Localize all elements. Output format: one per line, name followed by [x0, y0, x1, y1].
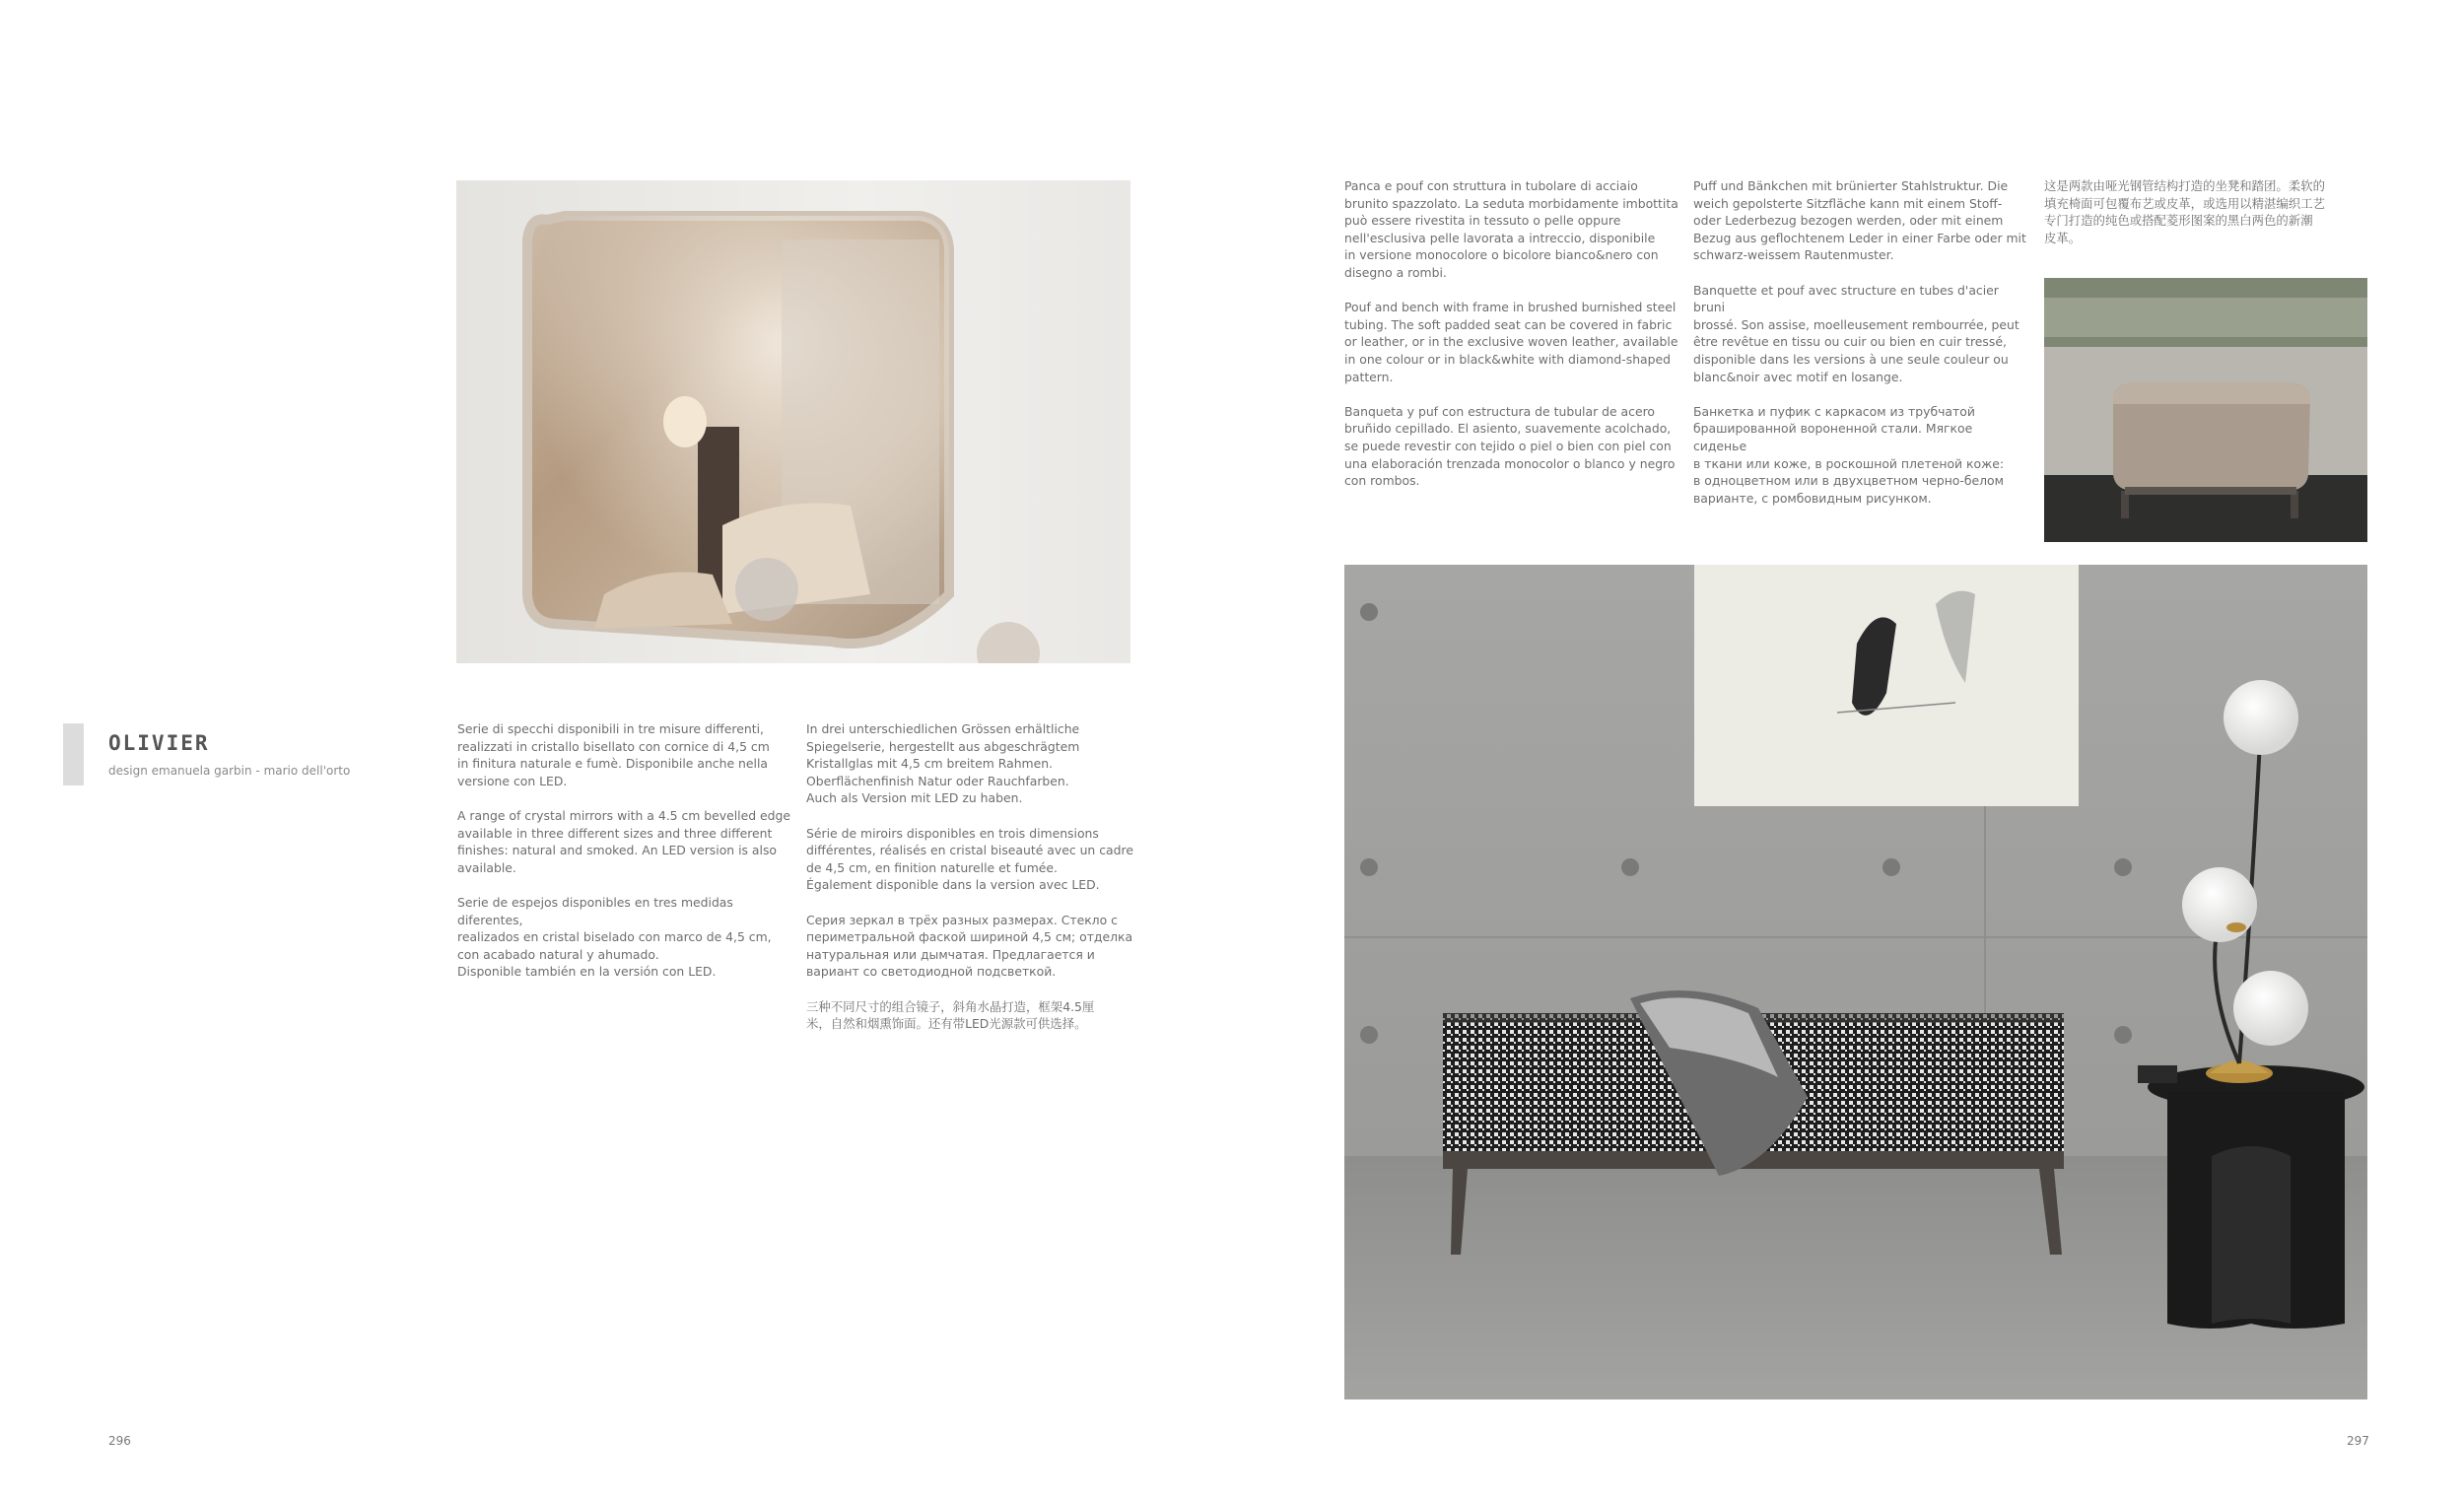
bench-scene-photo	[1344, 565, 2367, 1399]
mirror-text-de: In drei unterschiedlichen Grössen erhältliche Spiegelserie, hergestellt aus abgeschrägtem Kristallglas mit 4,5 cm breitem Rahmen. Oberflächenfinish Natur oder Rauchfarben. Auch als Version mit LED zu haben.	[806, 721, 1080, 806]
bench-description-col2	[1693, 177, 2028, 507]
mirror-description-col2	[806, 720, 1141, 1033]
mirror-text-ru: Серия зеркал в трёх разных размерах. Стекло с периметральной фаской шириной 4,5 см; отделка натуральная или дымчатая. Предлагается и вариант со светодиодной подсветкой.	[806, 912, 1133, 980]
bench-text-es: Banqueta y puf con estructura de tubular de acero bruñido cepillado. El asiento, suavemente acolchado, se puede revestir con tejido o piel o bien con piel con una elaboración trenzada monocolor o blanco y negro con rombos.	[1344, 403, 1676, 489]
mirror-text-es: Serie de espejos disponibles en tres medidas diferentes, realizados en cristal biselado con marco de 4,5 cm, con acabado natural y ahumado. Disponible también en la versión con LED.	[457, 894, 772, 980]
title-accent-bar	[63, 723, 84, 785]
bench-text-fr: Banquette et pouf avec structure en tubes d'acier bruni brossé. Son assise, moelleusement rembourrée, peut être revêtue en tissu ou cuir ou bien en cuir tressé, disponible dans les versions à une seule couleur ou blanc&noir avec motif en losange.	[1693, 282, 2019, 384]
pouf-photo	[2044, 278, 2367, 542]
product-title: OLIVIER	[108, 731, 210, 755]
mirror-text-en: A range of crystal mirrors with a 4.5 cm bevelled edge available in three different sizes and three different finishes: natural and smoked. An LED version is also available.	[457, 807, 791, 875]
bench-scene-graphic	[1344, 565, 2367, 1399]
bench-text-en: Pouf and bench with frame in brushed burnished steel tubing. The soft padded seat can be covered in fabric or leather, or in the exclusive woven leather, available in one colour or in black&white with diamond-shaped pattern.	[1344, 300, 1678, 384]
bench-description-col3	[2044, 177, 2369, 246]
bench-text-ru: Банкетка и пуфик с каркасом из трубчатой брашированной вороненной стали. Мягкое сиденье в ткани или коже, в роскошной плетеной коже: в одноцветном или в двухцветном черно-белом варианте, с ромбовидным рисунком.	[1693, 403, 2005, 506]
pouf-photo-graphic	[2044, 278, 2367, 542]
bench-text-zh: 这是两款由哑光钢管结构打造的坐凳和踏团。柔软的 填充椅面可包覆布艺或皮革，或选用以精湛编织工艺 专门打造的纯色或搭配菱形图案的黑白两色的新潮 皮革。	[2044, 178, 2325, 245]
mirror-text-zh: 三种不同尺寸的组合镜子，斜角水晶打造，框架4.5厘 米，自然和烟熏饰面。还有带LED光源款可供选择。	[806, 998, 1095, 1032]
page-number-right: 297	[2347, 1434, 2369, 1448]
bench-text-de: Puff und Bänkchen mit brünierter Stahlstruktur. Die weich gepolsterte Sitzfläche kann mit einem Stoff- oder Lederbezug bezogen werden, oder mit einem Bezug aus geflochtenem Leder in einer Farbe oder mit schwarz-weissem Rautenmuster.	[1693, 178, 2026, 263]
product-designer: design emanuela garbin - mario dell'orto	[108, 764, 351, 778]
mirror-text-fr: Série de miroirs disponibles en trois dimensions différentes, réalisés en cristal biseauté avec un cadre de 4,5 cm, en finition naturelle et fumée. Également disponible dans la version avec LED.	[806, 825, 1133, 893]
mirror-description-col1	[457, 720, 792, 981]
bench-description-col1	[1344, 177, 1684, 490]
mirror-text-it: Serie di specchi disponibili in tre misure differenti, realizzati in cristallo bisellato con cornice di 4,5 cm in finitura naturale e fumè. Disponibile anche nella versione con LED.	[457, 721, 770, 788]
mirror-photo	[456, 180, 1130, 663]
page-number-left: 296	[108, 1434, 131, 1448]
mirror-photo-graphic	[456, 180, 1130, 663]
bench-text-it: Panca e pouf con struttura in tubolare di acciaio brunito spazzolato. La seduta morbidamente imbottita può essere rivestita in tessuto o pelle oppure nell'esclusiva pelle lavorata a intreccio, disponibile in versione monocolore o bicolore bianco&nero con disegno a rombi.	[1344, 178, 1678, 280]
